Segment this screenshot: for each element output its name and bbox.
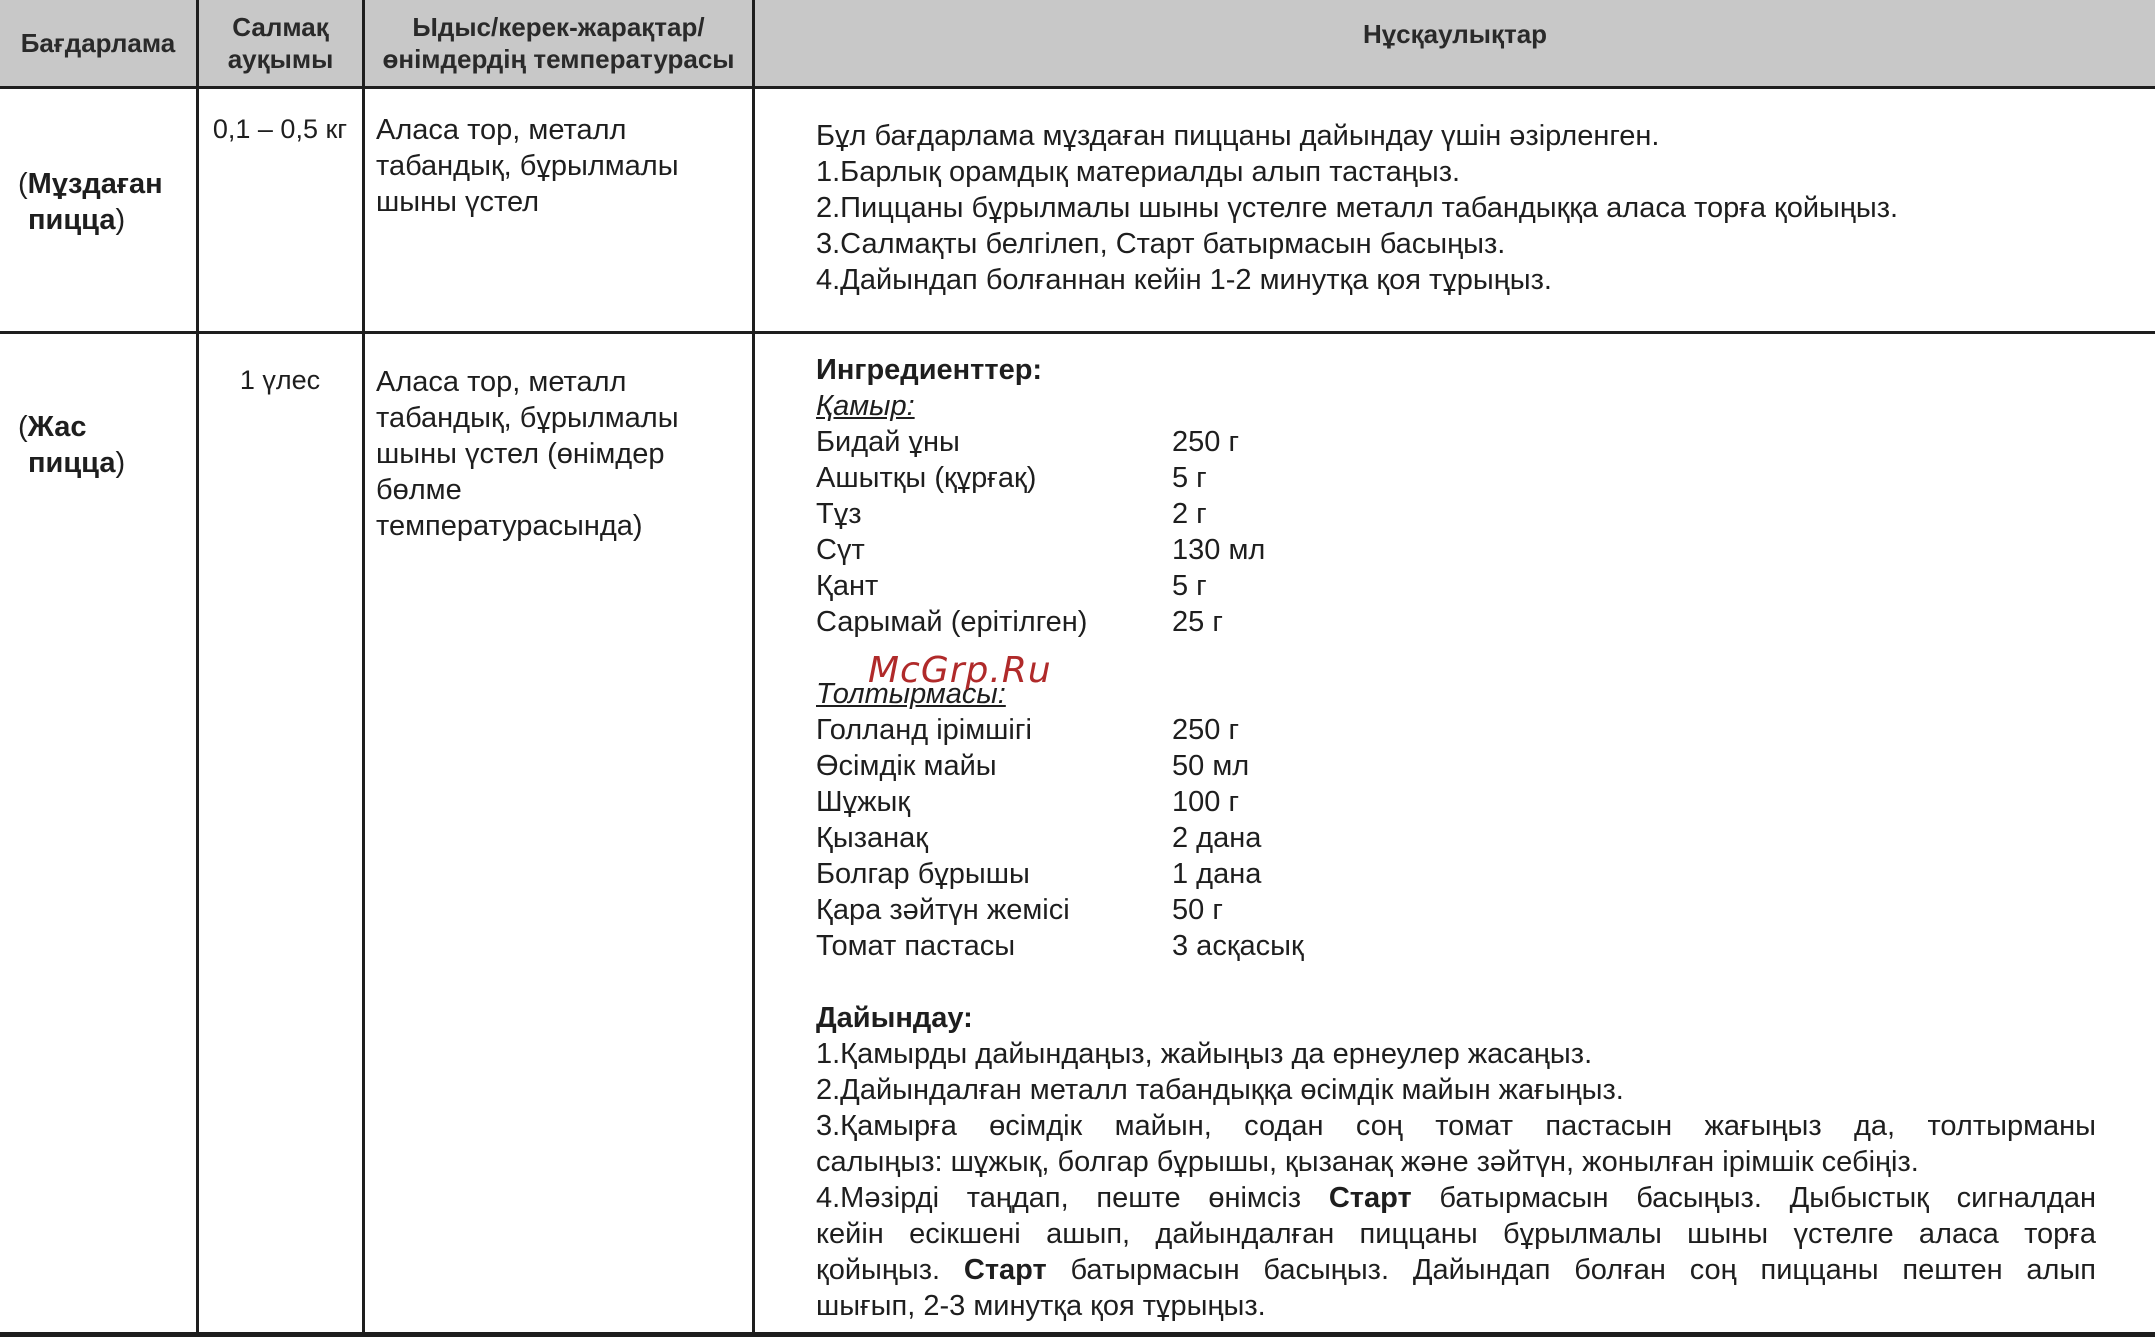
program-fresh-pizza: (Жас пицца) — [18, 411, 126, 479]
instruction-line: қойыңыз. Старт батырмасын басыңыз. Дайындап болған соң пиццаны пештен алып — [816, 1254, 2096, 1286]
instruction-line: Бұл бағдарлама мұздаған пиццаны дайындау үшін әзірленген. — [816, 120, 1660, 152]
list-item: Қант 5 г — [816, 570, 1207, 602]
list-item: Қызанақ 2 дана — [816, 822, 1262, 854]
column-divider-1 — [196, 0, 199, 1337]
column-divider-3 — [752, 0, 755, 1337]
list-item: Тұз 2 г — [816, 498, 1207, 530]
header-divider — [0, 86, 2155, 89]
instruction-line: 2.Пиццаны бұрылмалы шыны үстелге металл табандыққа аласа торға қойыңыз. — [816, 192, 1899, 224]
dough-title: Қамыр: — [816, 390, 915, 422]
table-bottom-border — [0, 1332, 2155, 1337]
weight-fresh-pizza: 1 үлес — [239, 365, 321, 395]
list-item: Ашытқы (құрғақ) 5 г — [816, 462, 1207, 494]
instruction-line: 1.Барлық орамдық материалды алып тастаңыз. — [816, 156, 1461, 188]
instruction-line: 3.Салмақты белгілеп, Старт батырмасын басыңыз. — [816, 228, 1506, 260]
dish-frozen-pizza: Аласа тор, металл табандық, бұрылмалы шыны үстел — [376, 114, 679, 218]
watermark: McGrp.Ru — [868, 650, 1052, 691]
instruction-line: 3.Қамырға өсімдік майын, содан соң томат пастасын жағыңыз да, толтырманы — [816, 1110, 2096, 1142]
instruction-line: 4.Дайындап болғаннан кейін 1-2 минутқа қоя тұрыңыз. — [816, 264, 1552, 296]
list-item: Болгар бұрышы 1 дана — [816, 858, 1262, 890]
list-item: Томат пастасы 3 асқасық — [816, 930, 1304, 962]
header-instructions: Нұсқаулықтар — [1362, 19, 1548, 49]
instruction-line: шығып, 2-3 минутқа қоя тұрыңыз. — [816, 1290, 1266, 1322]
list-item: Сарымай (ерітілген) 25 г — [816, 606, 1223, 638]
header-dish: Ыдыс/керек-жарақтар/ өнімдердің температурасы — [382, 12, 735, 74]
ingredients-title: Ингредиенттер: — [816, 354, 1043, 386]
instruction-line: салыңыз: шұжық, болгар бұрышы, қызанақ және зәйтүн, жонылған ірімшік себіңіз. — [816, 1146, 1919, 1178]
instruction-line: 2.Дайындалған металл табандыққа өсімдік майын жағыңыз. — [816, 1074, 1624, 1106]
list-item: Голланд ірімшігі 250 г — [816, 714, 1240, 746]
preparation-title: Дайындау: — [816, 1002, 973, 1034]
list-item: Шұжық 100 г — [816, 786, 1240, 818]
instruction-line: 4.Мәзірді таңдап, пеште өнімсіз Старт батырмасын басыңыз. Дыбыстық сигналдан — [816, 1182, 2096, 1214]
instruction-line: кейін есікшені ашып, дайындалған пиццаны бұрылмалы шыны үстелге аласа торға — [816, 1218, 2096, 1250]
header-weight: Салмақ ауқымы — [227, 12, 334, 74]
filling-title: Толтырмасы: — [816, 678, 1006, 710]
instructions-frozen-pizza — [816, 118, 2096, 298]
list-item: Өсімдік майы 50 мл — [816, 750, 1250, 782]
instruction-line: 1.Қамырды дайындаңыз, жайыңыз да ернеулер жасаңыз. — [816, 1038, 1593, 1070]
instructions-fresh-pizza — [816, 352, 2096, 1324]
list-item: Қара зәйтүн жемісі 50 г — [816, 894, 1223, 926]
dish-fresh-pizza: Аласа тор, металл табандық, бұрылмалы шыны үстел (өнімдер бөлме температурасында) — [376, 366, 679, 542]
header-program: Бағдарлама — [20, 28, 176, 58]
list-item: Сүт 130 мл — [816, 534, 1266, 566]
column-divider-2 — [362, 0, 365, 1337]
list-item: Бидай ұны 250 г — [816, 426, 1240, 458]
program-frozen-pizza: (Мұздаған пицца) — [18, 168, 163, 236]
weight-frozen-pizza: 0,1 – 0,5 кг — [212, 114, 348, 144]
row-divider — [0, 331, 2155, 334]
